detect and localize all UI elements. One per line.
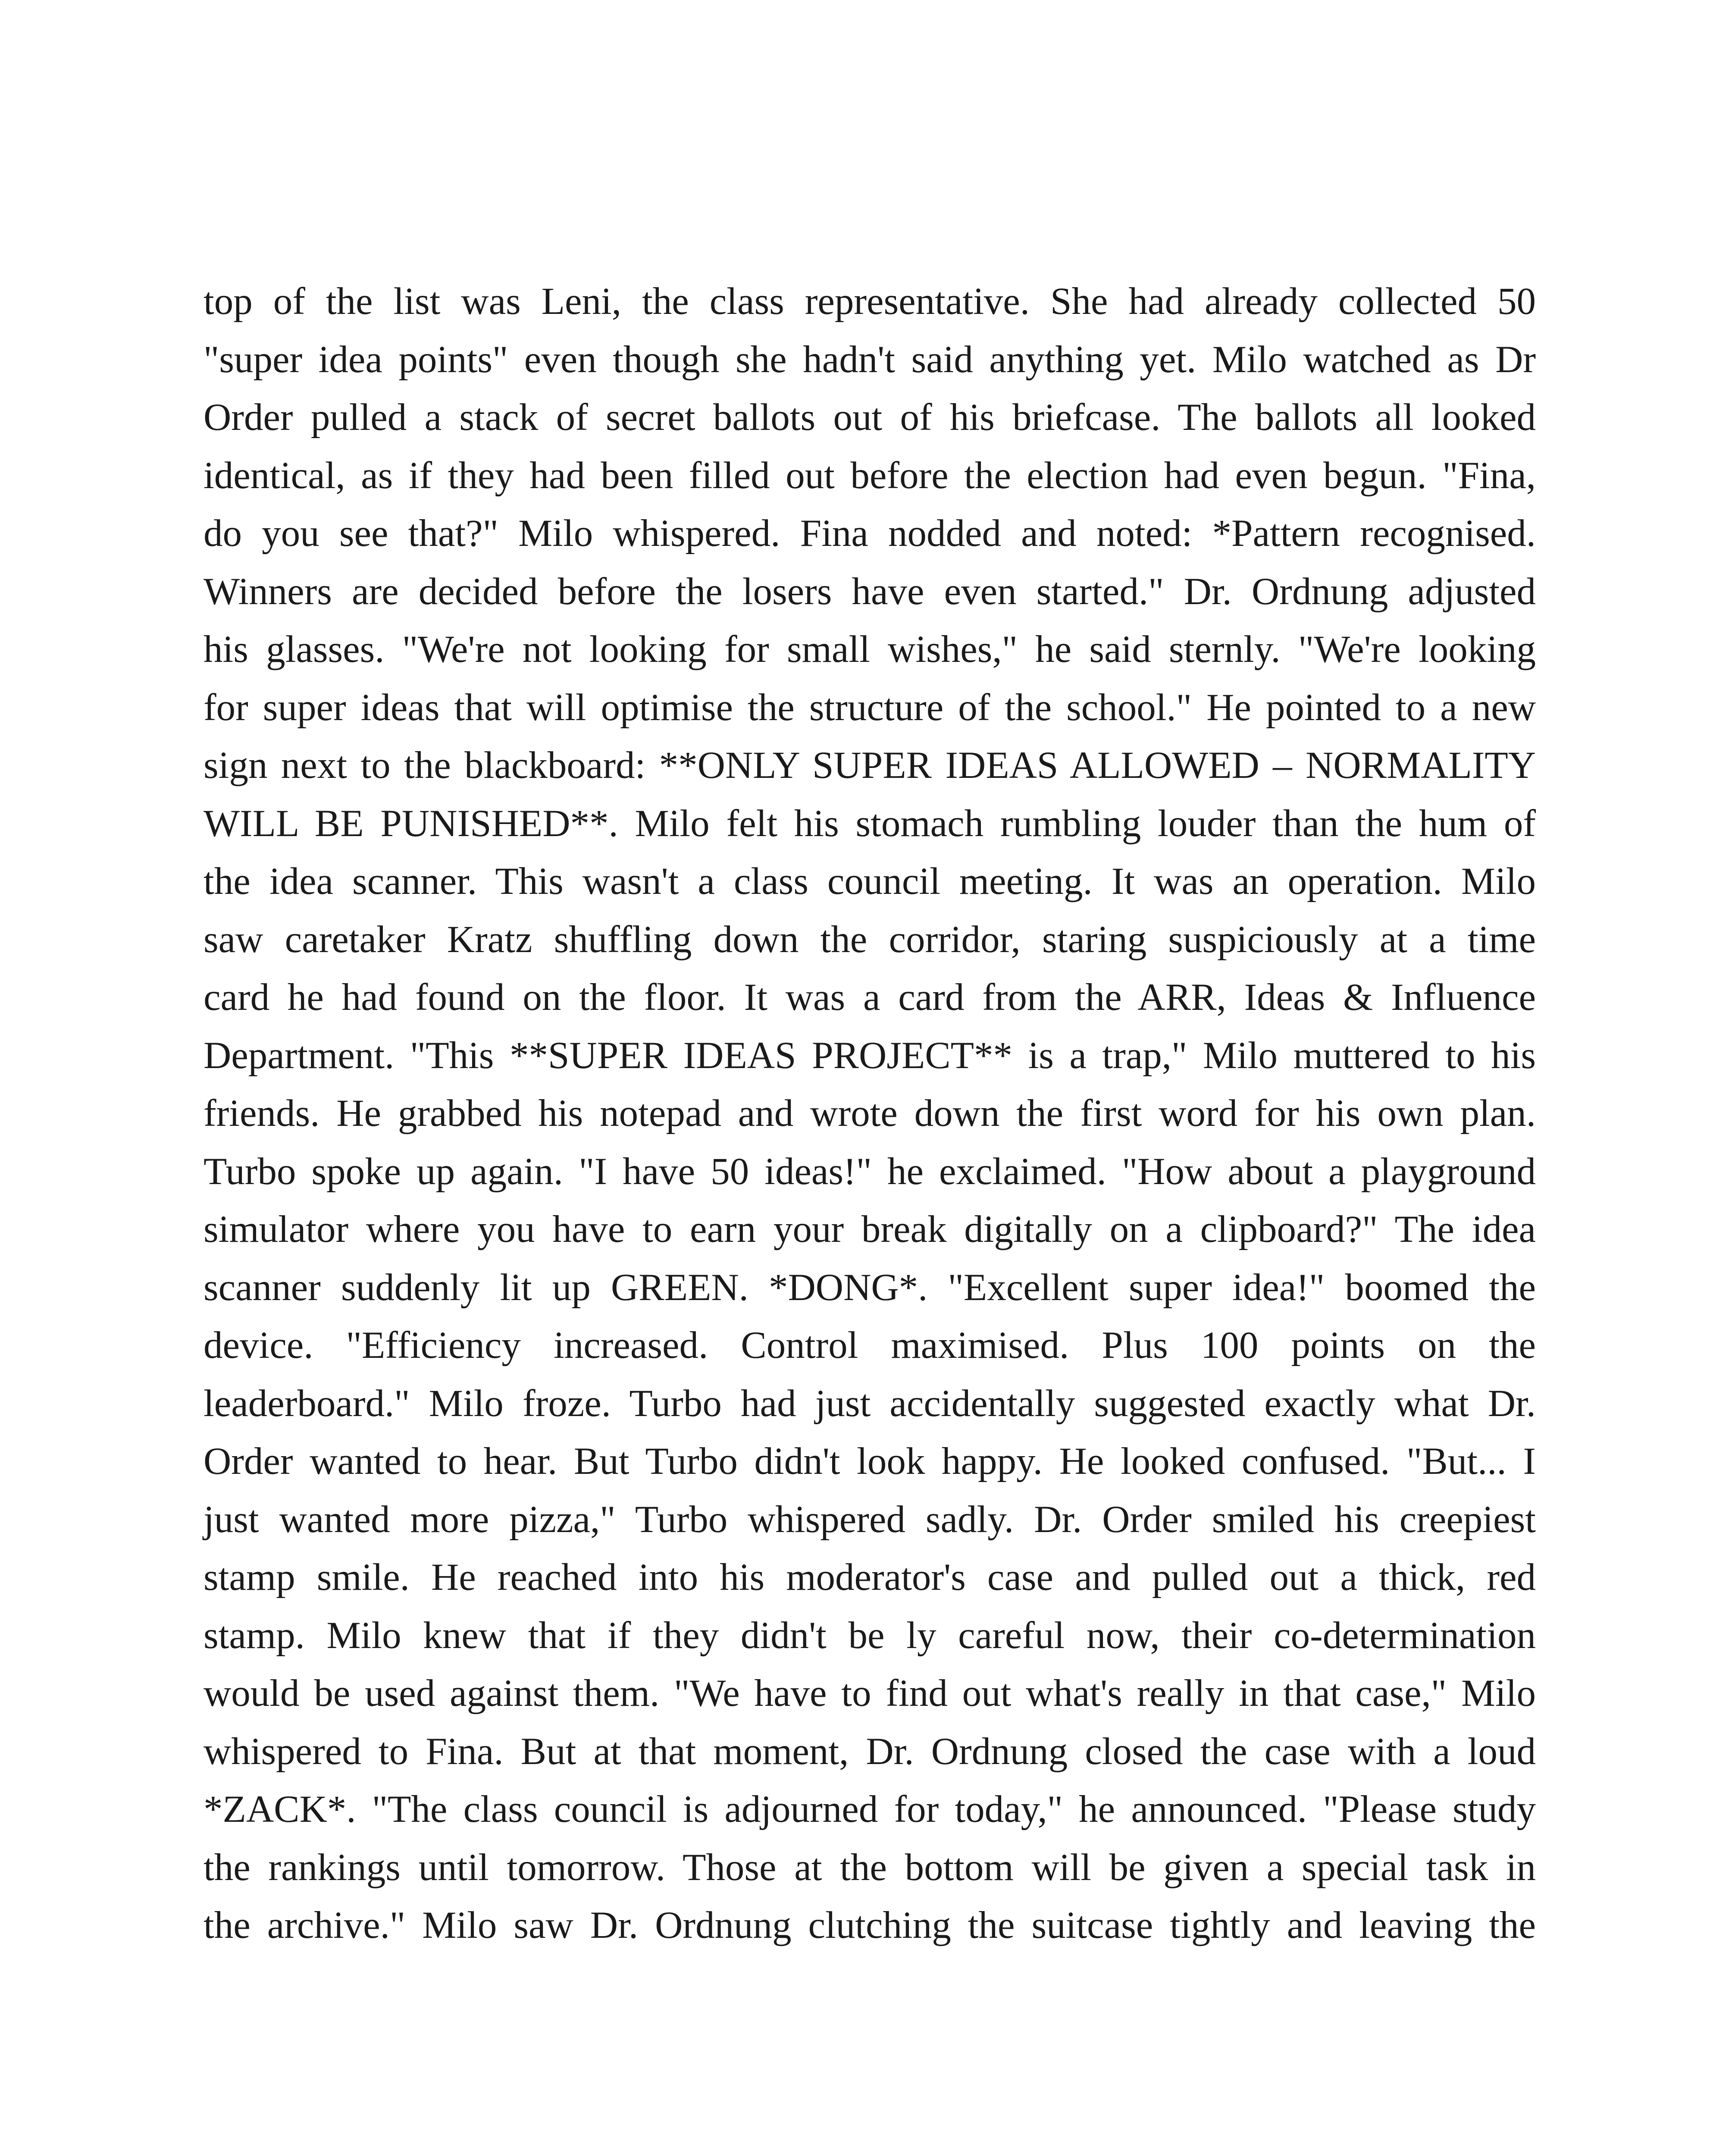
text-line: saw caretaker Kratz shuffling down the corridor, staring suspiciously at a time [204,918,1536,961]
text-line: top of the list was Leni, the class representative. She had already collected 50 [204,280,1536,323]
text-line: do you see that?" Milo whispered. Fina nodded and noted: *Pattern recognised. [204,512,1536,555]
text-line: stamp. Milo knew that if they didn't be ly careful now, their co-determination [204,1614,1536,1657]
text-line: Order wanted to hear. But Turbo didn't look happy. He looked confused. "But... I [204,1440,1536,1482]
text-line: simulator where you have to earn your break digitally on a clipboard?" The idea [204,1208,1536,1250]
text-line: sign next to the blackboard: **ONLY SUPER IDEAS ALLOWED – NORMALITY [204,744,1536,787]
text-line: would be used against them. "We have to find out what's really in that case," Milo [204,1672,1536,1714]
text-line: scanner suddenly lit up GREEN. *DONG*. "Excellent super idea!" boomed the [204,1266,1536,1309]
text-line: card he had found on the floor. It was a card from the ARR, Ideas & Influence [204,976,1536,1018]
text-line: the rankings until tomorrow. Those at the bottom will be given a special task in [204,1846,1536,1889]
text-line: "super idea points" even though she hadn't said anything yet. Milo watched as Dr [204,338,1536,381]
text-line: leaderboard." Milo froze. Turbo had just accidentally suggested exactly what Dr. [204,1382,1536,1425]
text-line: the idea scanner. This wasn't a class council meeting. It was an operation. Milo [204,860,1536,903]
text-line: whispered to Fina. But at that moment, Dr. Ordnung closed the case with a loud [204,1730,1536,1773]
text-line: *ZACK*. "The class council is adjourned for today," he announced. "Please study [204,1788,1536,1830]
text-line: stamp smile. He reached into his moderator's case and pulled out a thick, red [204,1556,1536,1598]
text-line: device. "Efficiency increased. Control maximised. Plus 100 points on the [204,1324,1536,1366]
body-text [204,273,1536,1955]
text-line: WILL BE PUNISHED**. Milo felt his stomach rumbling louder than the hum of [204,802,1536,845]
text-line: for super ideas that will optimise the structure of the school." He pointed to a new [204,686,1536,729]
text-line: the archive." Milo saw Dr. Ordnung clutching the suitcase tightly and leaving the [204,1904,1536,1946]
text-line: Winners are decided before the losers have even started." Dr. Ordnung adjusted [204,570,1536,613]
text-line: Turbo spoke up again. "I have 50 ideas!" he exclaimed. "How about a playground [204,1150,1536,1193]
text-line: Department. "This **SUPER IDEAS PROJECT** is a trap," Milo muttered to his [204,1034,1536,1077]
text-line: Order pulled a stack of secret ballots out of his briefcase. The ballots all looked [204,396,1536,439]
text-line: just wanted more pizza," Turbo whispered sadly. Dr. Order smiled his creepiest [204,1498,1536,1541]
text-line: identical, as if they had been filled out before the election had even begun. "Fina, [204,454,1536,497]
text-line: friends. He grabbed his notepad and wrote down the first word for his own plan. [204,1092,1536,1134]
text-line: his glasses. "We're not looking for small wishes," he said sternly. "We're looking [204,628,1536,671]
